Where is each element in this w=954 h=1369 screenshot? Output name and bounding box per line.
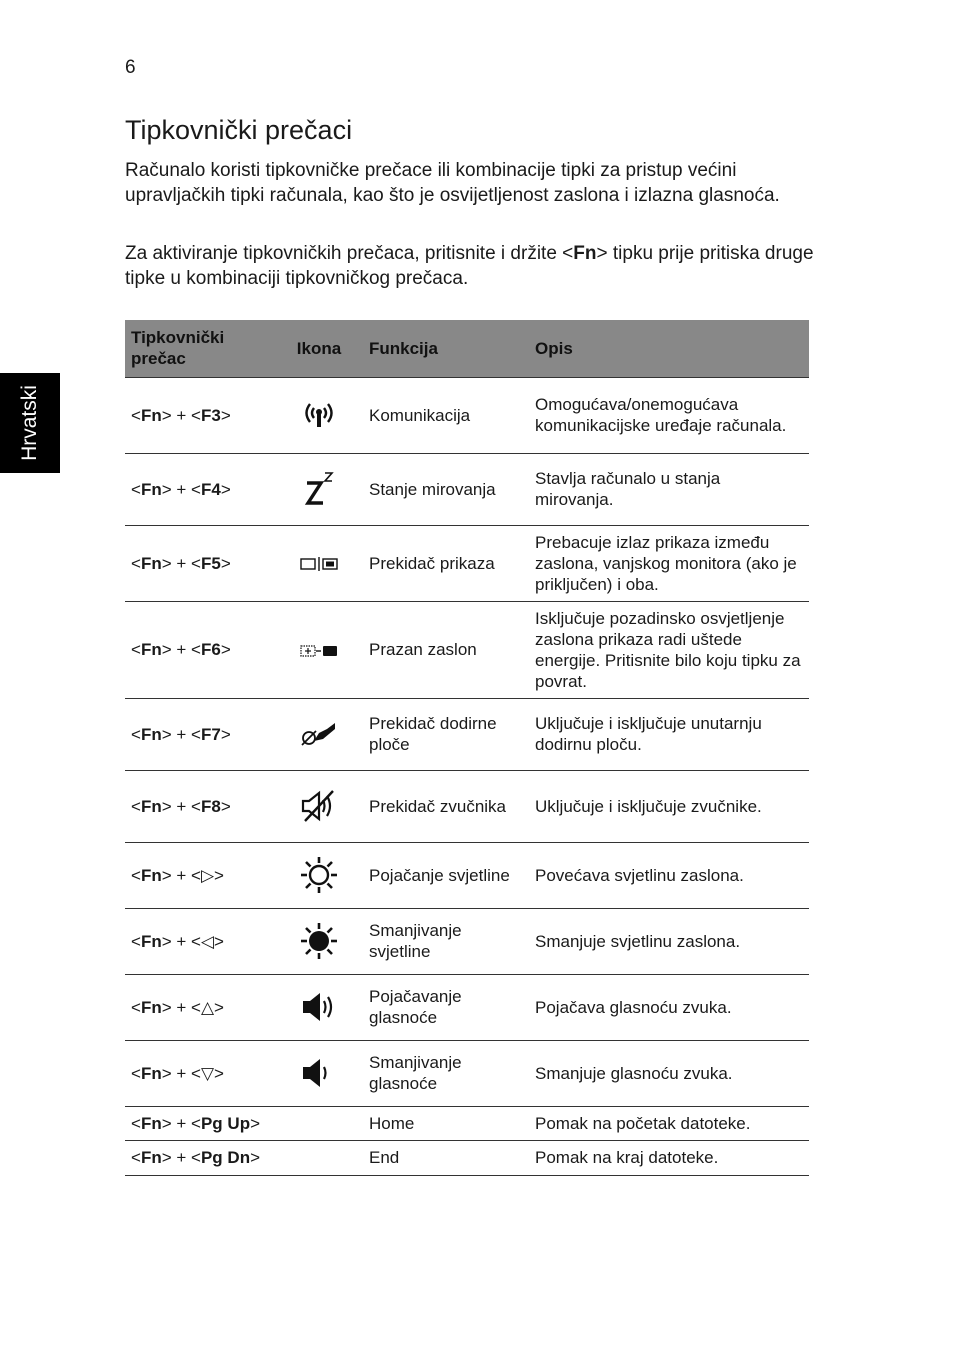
key-bracket: < [131,1148,141,1167]
key-fn: Fn [140,724,162,744]
key-plus: + [171,796,192,816]
icon-cell [275,1040,363,1106]
key-fn: Fn [140,479,162,499]
key-bracket: > [214,931,224,951]
key-second: F7 [200,724,221,744]
function-cell: Pojačanje svjetline [363,842,529,908]
table-row [125,1106,809,1140]
key-bracket: < [131,479,141,499]
header-shortcut-line2: prečac [131,349,186,369]
table-row [125,698,809,770]
brightness-up-icon [299,855,339,895]
page-number: 6 [125,57,136,78]
key-bracket: < [191,931,201,951]
key-bracket: > [250,1148,261,1167]
table-row [125,908,809,974]
touchpad-toggle-icon [299,719,339,749]
sleep-icon [301,471,337,507]
function-cell: Prekidač dodirne ploče [363,698,529,770]
key-second: Pg Up [200,1113,251,1133]
description-cell: Uključuje i isključuje zvučnike. [529,770,809,842]
header-shortcut-line1: Tipkovnički [131,328,225,348]
table-row [125,974,809,1040]
shortcut-cell [125,698,275,770]
icon-cell [275,377,363,453]
function-cell: Prazan zaslon [363,601,529,698]
key-bracket: > [161,931,172,951]
header-shortcut [125,320,275,377]
shortcut-cell [125,974,275,1040]
key-bracket: > [220,479,231,499]
shortcut-cell [125,908,275,974]
key-plus: + [171,1113,192,1133]
key-bracket: < [191,479,201,499]
function-cell: Prekidač zvučnika [363,770,529,842]
key-bracket: < [191,1113,201,1133]
key-bracket: > [161,724,172,744]
key-second: F8 [200,796,221,816]
description-cell: Prebacuje izlaz prikaza između zaslona, vanjskog monitora (ako je priključen) i oba. [529,525,809,601]
key-bracket: > [161,997,172,1017]
description-cell: Pomak na početak datoteke. [529,1106,809,1140]
key-second: F4 [200,479,221,499]
table-row [125,453,809,525]
shortcut-cell [125,453,275,525]
key-bracket: > [161,865,172,885]
description-cell: Uključuje i isključuje unutarnju dodirnu ploču. [529,698,809,770]
wireless-icon [299,400,339,430]
blank-screen-icon [299,643,339,659]
key-bracket: < [131,553,141,573]
icon-cell [275,770,363,842]
description-cell: Povećava svjetlinu zaslona. [529,842,809,908]
intro-paragraph: Računalo koristi tipkovničke prečace ili kombinacije tipki za pristup većini upravljačkih tipki računala, kao što je osvijetljenost zaslona i izlazna glasnoća. [125,160,780,206]
key-bracket: > [220,724,231,744]
key-bracket: > [161,1113,172,1133]
key-plus: + [171,997,192,1017]
shortcut-cell [125,525,275,601]
key-bracket: < [191,1063,201,1083]
volume-up-icon [299,990,339,1024]
key-bracket: > [214,1063,224,1083]
table-row [125,601,809,698]
key-fn: Fn [140,1148,162,1167]
icon-cell [275,1106,363,1140]
table-row [125,525,809,601]
description-cell: Pomak na kraj datoteke. [529,1140,809,1175]
table-header-row [125,320,809,377]
key-plus: + [171,405,192,425]
key-plus: + [171,931,192,951]
shortcut-cell [125,377,275,453]
shortcuts-table [125,320,809,1176]
key-second: F6 [200,640,221,659]
display-toggle-icon [299,556,339,572]
shortcut-cell [125,601,275,698]
key-fn: Fn [140,997,162,1017]
key-fn: Fn [140,405,162,425]
icon-cell [275,698,363,770]
key-fn: Fn [140,1063,162,1083]
key-fn: Fn [140,931,162,951]
function-cell: Stanje mirovanja [363,453,529,525]
description-cell: Isključuje pozadinsko osvjetljenje zaslona prikaza radi uštede energije. Pritisnite bilo koju tipku za povrat. [529,601,809,698]
key-bracket: > [220,405,231,425]
key-bracket: > [220,553,231,573]
key-plus: + [171,640,192,659]
shortcut-cell [125,770,275,842]
header-function: Funkcija [363,320,529,377]
icon-cell [275,908,363,974]
key-bracket: < [131,796,141,816]
key-second: ◁ [200,931,215,951]
key-bracket: > [161,479,172,499]
table-row [125,842,809,908]
key-fn: Fn [140,640,162,659]
key-bracket: < [191,796,201,816]
fn-key-label: Fn [573,243,597,264]
key-bracket: > [220,640,231,659]
key-bracket: > [161,1063,172,1083]
key-bracket: < [131,405,141,425]
key-bracket: > [250,1113,261,1133]
key-bracket: < [191,865,201,885]
key-bracket: > [161,405,172,425]
key-bracket: > [161,640,172,659]
function-cell: End [363,1140,529,1175]
function-cell: Home [363,1106,529,1140]
table-row [125,1040,809,1106]
key-plus: + [171,553,192,573]
speaker-mute-icon [299,789,339,823]
function-cell: Pojačavanje glasnoće [363,974,529,1040]
key-fn: Fn [140,1113,162,1133]
shortcut-cell [125,1140,275,1175]
key-bracket: < [131,1063,141,1083]
key-second: Pg Dn [200,1148,251,1167]
key-bracket: < [191,1148,201,1167]
key-bracket: < [191,553,201,573]
key-plus: + [171,479,192,499]
language-side-tab [0,373,60,473]
key-plus: + [171,1063,192,1083]
header-description: Opis [529,320,809,377]
description-cell: Smanjuje svjetlinu zaslona. [529,908,809,974]
key-bracket: < [191,997,201,1017]
key-bracket: < [191,724,201,744]
function-cell: Smanjivanje svjetline [363,908,529,974]
instruction-text-post: > tipku prije pritiska druge tipke u kombinaciji tipkovničkog prečaca. [125,243,814,289]
description-cell: Pojačava glasnoću zvuka. [529,974,809,1040]
key-bracket: < [131,1113,141,1133]
key-bracket: < [131,931,141,951]
function-cell: Smanjivanje glasnoće [363,1040,529,1106]
shortcut-cell [125,1106,275,1140]
key-second: △ [200,997,215,1017]
key-bracket: < [191,405,201,425]
key-second: ▽ [200,1063,215,1083]
brightness-down-icon [299,921,339,961]
table-row [125,1140,809,1175]
function-cell: Prekidač prikaza [363,525,529,601]
key-plus: + [171,724,192,744]
key-bracket: > [161,1148,172,1167]
page-title: Tipkovnički prečaci [125,115,353,145]
instruction-paragraph [125,241,815,291]
key-bracket: < [131,640,141,659]
icon-cell [275,974,363,1040]
volume-down-icon [299,1056,339,1090]
key-bracket: < [131,997,141,1017]
shortcut-cell [125,1040,275,1106]
table-row [125,377,809,453]
icon-cell [275,1140,363,1175]
function-cell: Komunikacija [363,377,529,453]
header-icon: Ikona [275,320,363,377]
table-row [125,770,809,842]
key-bracket: < [131,865,141,885]
icon-cell [275,842,363,908]
icon-cell [275,601,363,698]
description-cell: Stavlja računalo u stanja mirovanja. [529,453,809,525]
side-tab-label: Hrvatski [18,385,41,461]
key-fn: Fn [140,865,162,885]
key-fn: Fn [140,553,162,573]
description-cell: Smanjuje glasnoću zvuka. [529,1040,809,1106]
key-bracket: > [214,865,224,885]
key-bracket: > [161,553,172,573]
key-fn: Fn [140,796,162,816]
key-second: F5 [200,553,221,573]
key-bracket: < [131,724,141,744]
instruction-text-pre: Za aktiviranje tipkovničkih prečaca, pritisnite i držite < [125,243,574,264]
key-plus: + [171,865,192,885]
shortcut-cell [125,842,275,908]
icon-cell [275,453,363,525]
description-cell: Omogućava/onemogućava komunikacijske uređaje računala. [529,377,809,453]
key-bracket: > [220,796,231,816]
key-second: ▷ [200,865,215,885]
key-bracket: > [214,997,224,1017]
key-plus: + [171,1148,192,1167]
key-bracket: > [161,796,172,816]
key-bracket: < [191,640,201,659]
key-second: F3 [200,405,221,425]
icon-cell [275,525,363,601]
